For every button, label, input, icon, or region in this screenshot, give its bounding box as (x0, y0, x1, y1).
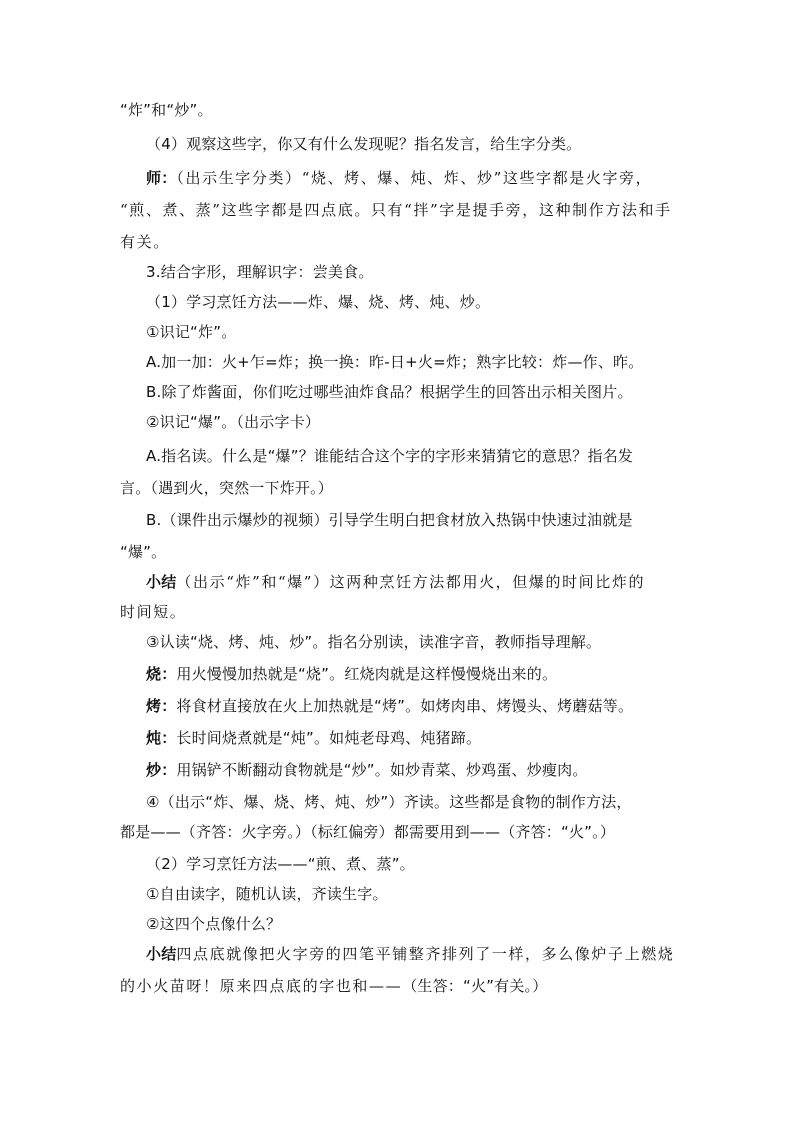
handwritten-text: 的小火苗呀！原来四点底的字也和—— (120, 977, 403, 995)
text-line (146, 572, 645, 592)
term-definition: 长时间烧煮就是“炖”。如炖老母鸡、炖猪蹄。 (176, 729, 482, 747)
text-line (146, 944, 674, 964)
term-definition: 用锅铲不断翻动食物就是“炒”。如炒青菜、炒鸡蛋、炒瘦肉。 (176, 761, 588, 779)
term-label: 炖： (146, 729, 177, 747)
text-line: ④（出示“炸、爆、烧、烤、炖、炒”）齐读。这些都是食物的制作方法， (146, 793, 632, 811)
text-line (146, 168, 652, 188)
term-label: 烤： (146, 697, 177, 715)
text-line: B.除了炸酱面，你们吃过哪些油炸食品？根据学生的回答出示相关图片。 (146, 383, 633, 401)
handwritten-text: “煎、煮、蒸”这些字都是四点底。只有“拌”字是提手旁，这种制作方法和手 (120, 201, 672, 219)
text-line: “炸”和“炒”。 (120, 101, 213, 119)
text-line: A.加一加：火+乍=炸；换一换：昨-日+火=炸；熟字比较：炸—作、昨。 (146, 353, 644, 371)
text-line (120, 976, 547, 996)
text-line: “爆”。 (120, 543, 167, 561)
text-line (146, 664, 557, 684)
text-line: ①自由读字，随机认读，齐读生字。 (146, 885, 388, 903)
text-line: ①识记“炸”。 (146, 323, 237, 341)
handwritten-text: （出示“炸”和“爆”）这两种烹饪方法都用火，但爆的时间比炸的 (176, 573, 646, 591)
term-definition: 用火慢慢加热就是“烧”。红烧肉就是这样慢慢烧出来的。 (176, 665, 558, 683)
section-heading: 3.结合字形，理解识字：尝美食。 (146, 263, 374, 281)
summary-label: 小结 (146, 573, 177, 591)
speaker-label-teacher: 师： (146, 169, 177, 187)
text-line: B.（课件出示爆炒的视频）引导学生明白把食材放入热锅中快速过油就是 (146, 511, 633, 529)
text-line (146, 760, 588, 780)
text-line: A.指名读。什么是“爆”？谁能结合这个字的字形来猜猜它的意思？指名发 (146, 447, 634, 465)
handwritten-text: 时间短。 (120, 603, 187, 621)
text-line (146, 728, 481, 748)
text-segment: （生答：“火”有关。） (402, 977, 548, 995)
text-line: ②这四个点像什么？ (146, 915, 282, 933)
handwritten-text: 有关。 (120, 233, 170, 251)
text-line: 言。（遇到火，突然一下炸开。） (120, 479, 334, 497)
text-line: （2）学习烹饪方法——“煎、煮、蒸”。 (146, 855, 415, 873)
text-line: （1）学习烹饪方法——炸、爆、烧、烤、炖、炒。 (146, 293, 491, 311)
text-line: （4）观察这些字，你又有什么发现呢？指名发言，给生字分类。 (146, 135, 582, 153)
handwritten-text: 四点底就像把火字旁的四笔平铺整齐排列了一样，多么像炉子上燃烧 (176, 945, 675, 963)
term-label: 烧： (146, 665, 177, 683)
text-line: 都是——（齐答：火字旁。）（标红偏旁）都需要用到——（齐答：“火”。） (120, 823, 616, 841)
term-definition: 将食材直接放在火上加热就是“烤”。如烤肉串、烤馒头、烤蘑菇等。 (176, 697, 634, 715)
handwritten-text: （出示生字分类）“烧、烤、爆、炖、炸、炒”这些字都是火字旁， (176, 169, 653, 187)
text-line (146, 696, 633, 716)
term-label: 炒： (146, 761, 177, 779)
text-line: ③认读“烧、烤、炖、炒”。指名分别读，读准字音，教师指导理解。 (146, 633, 602, 651)
text-line: ②识记“爆”。（出示字卡） (146, 413, 321, 431)
summary-label: 小结 (146, 945, 177, 963)
